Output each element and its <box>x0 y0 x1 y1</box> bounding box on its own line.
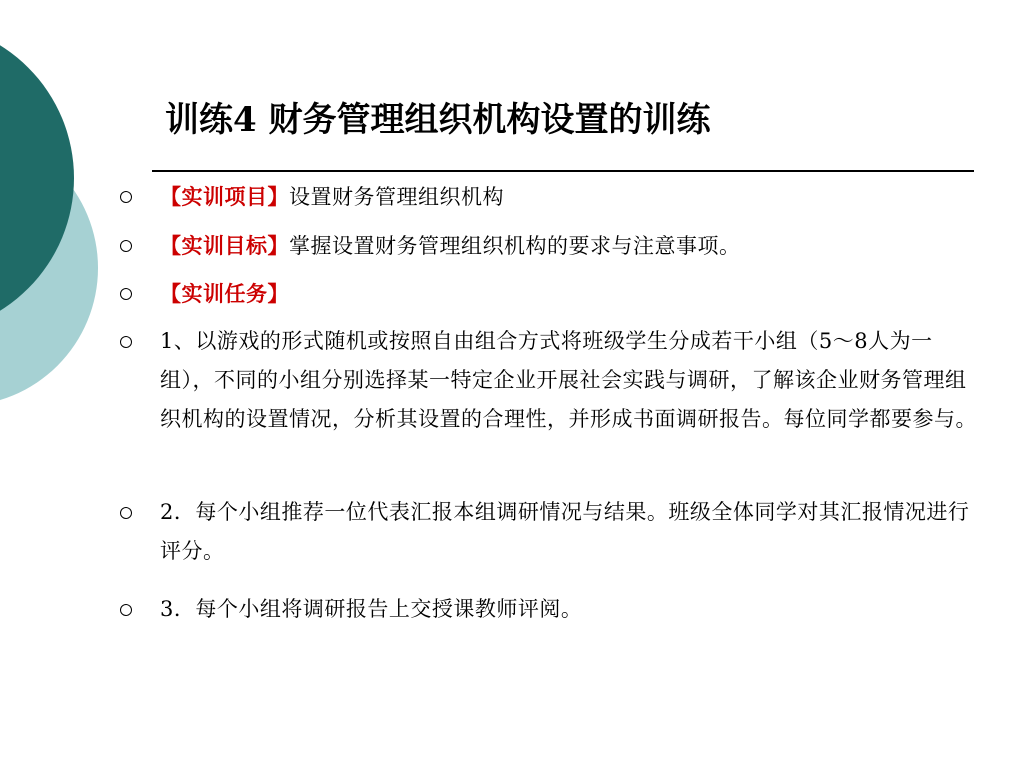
bullet-item <box>120 590 980 629</box>
hollow-circle-bullet-icon <box>120 240 132 252</box>
hollow-circle-bullet-icon <box>120 191 132 203</box>
hollow-circle-bullet-icon <box>120 336 132 348</box>
light-teal-circle <box>0 130 98 406</box>
bullet-item <box>120 322 980 439</box>
bullet-body: 2．每个小组推荐一位代表汇报本组调研情况与结果。班级全体同学对其汇报情况进行评分。 <box>160 500 970 563</box>
bullet-text <box>160 226 980 266</box>
bullet-text <box>160 177 980 217</box>
bullet-text <box>160 322 980 439</box>
slide-title: 训练4 财务管理组织机构设置的训练 <box>165 100 711 140</box>
bullet-item <box>120 493 980 571</box>
bullet-item <box>120 177 980 217</box>
bullet-body: 3．每个小组将调研报告上交授课教师评阅。 <box>160 597 583 621</box>
bullet-body: 设置财务管理组织机构 <box>289 185 504 209</box>
bullet-text <box>160 493 980 571</box>
bullet-label: 【实训任务】 <box>160 281 289 306</box>
hollow-circle-bullet-icon <box>120 507 132 519</box>
hollow-circle-bullet-icon <box>120 604 132 616</box>
bullet-item <box>120 226 980 266</box>
bullet-text <box>160 590 980 629</box>
bullet-text <box>160 274 980 314</box>
title-divider <box>152 170 974 172</box>
bullet-item <box>120 274 980 314</box>
bullet-body: 掌握设置财务管理组织机构的要求与注意事项。 <box>289 234 741 258</box>
bullet-body: 1、以游戏的形式随机或按照自由组合方式将班级学生分成若干小组（5～8人为一组），不同的小组分别选择某一特定企业开展社会实践与调研，了解该企业财务管理组织机构的设置情况，分析其设置的合理性，并形成书面调研报告。每位同学都要参与。 <box>160 329 977 431</box>
hollow-circle-bullet-icon <box>120 288 132 300</box>
bullet-label: 【实训目标】 <box>160 233 289 258</box>
bullet-label: 【实训项目】 <box>160 184 289 209</box>
dark-teal-circle <box>0 22 74 334</box>
